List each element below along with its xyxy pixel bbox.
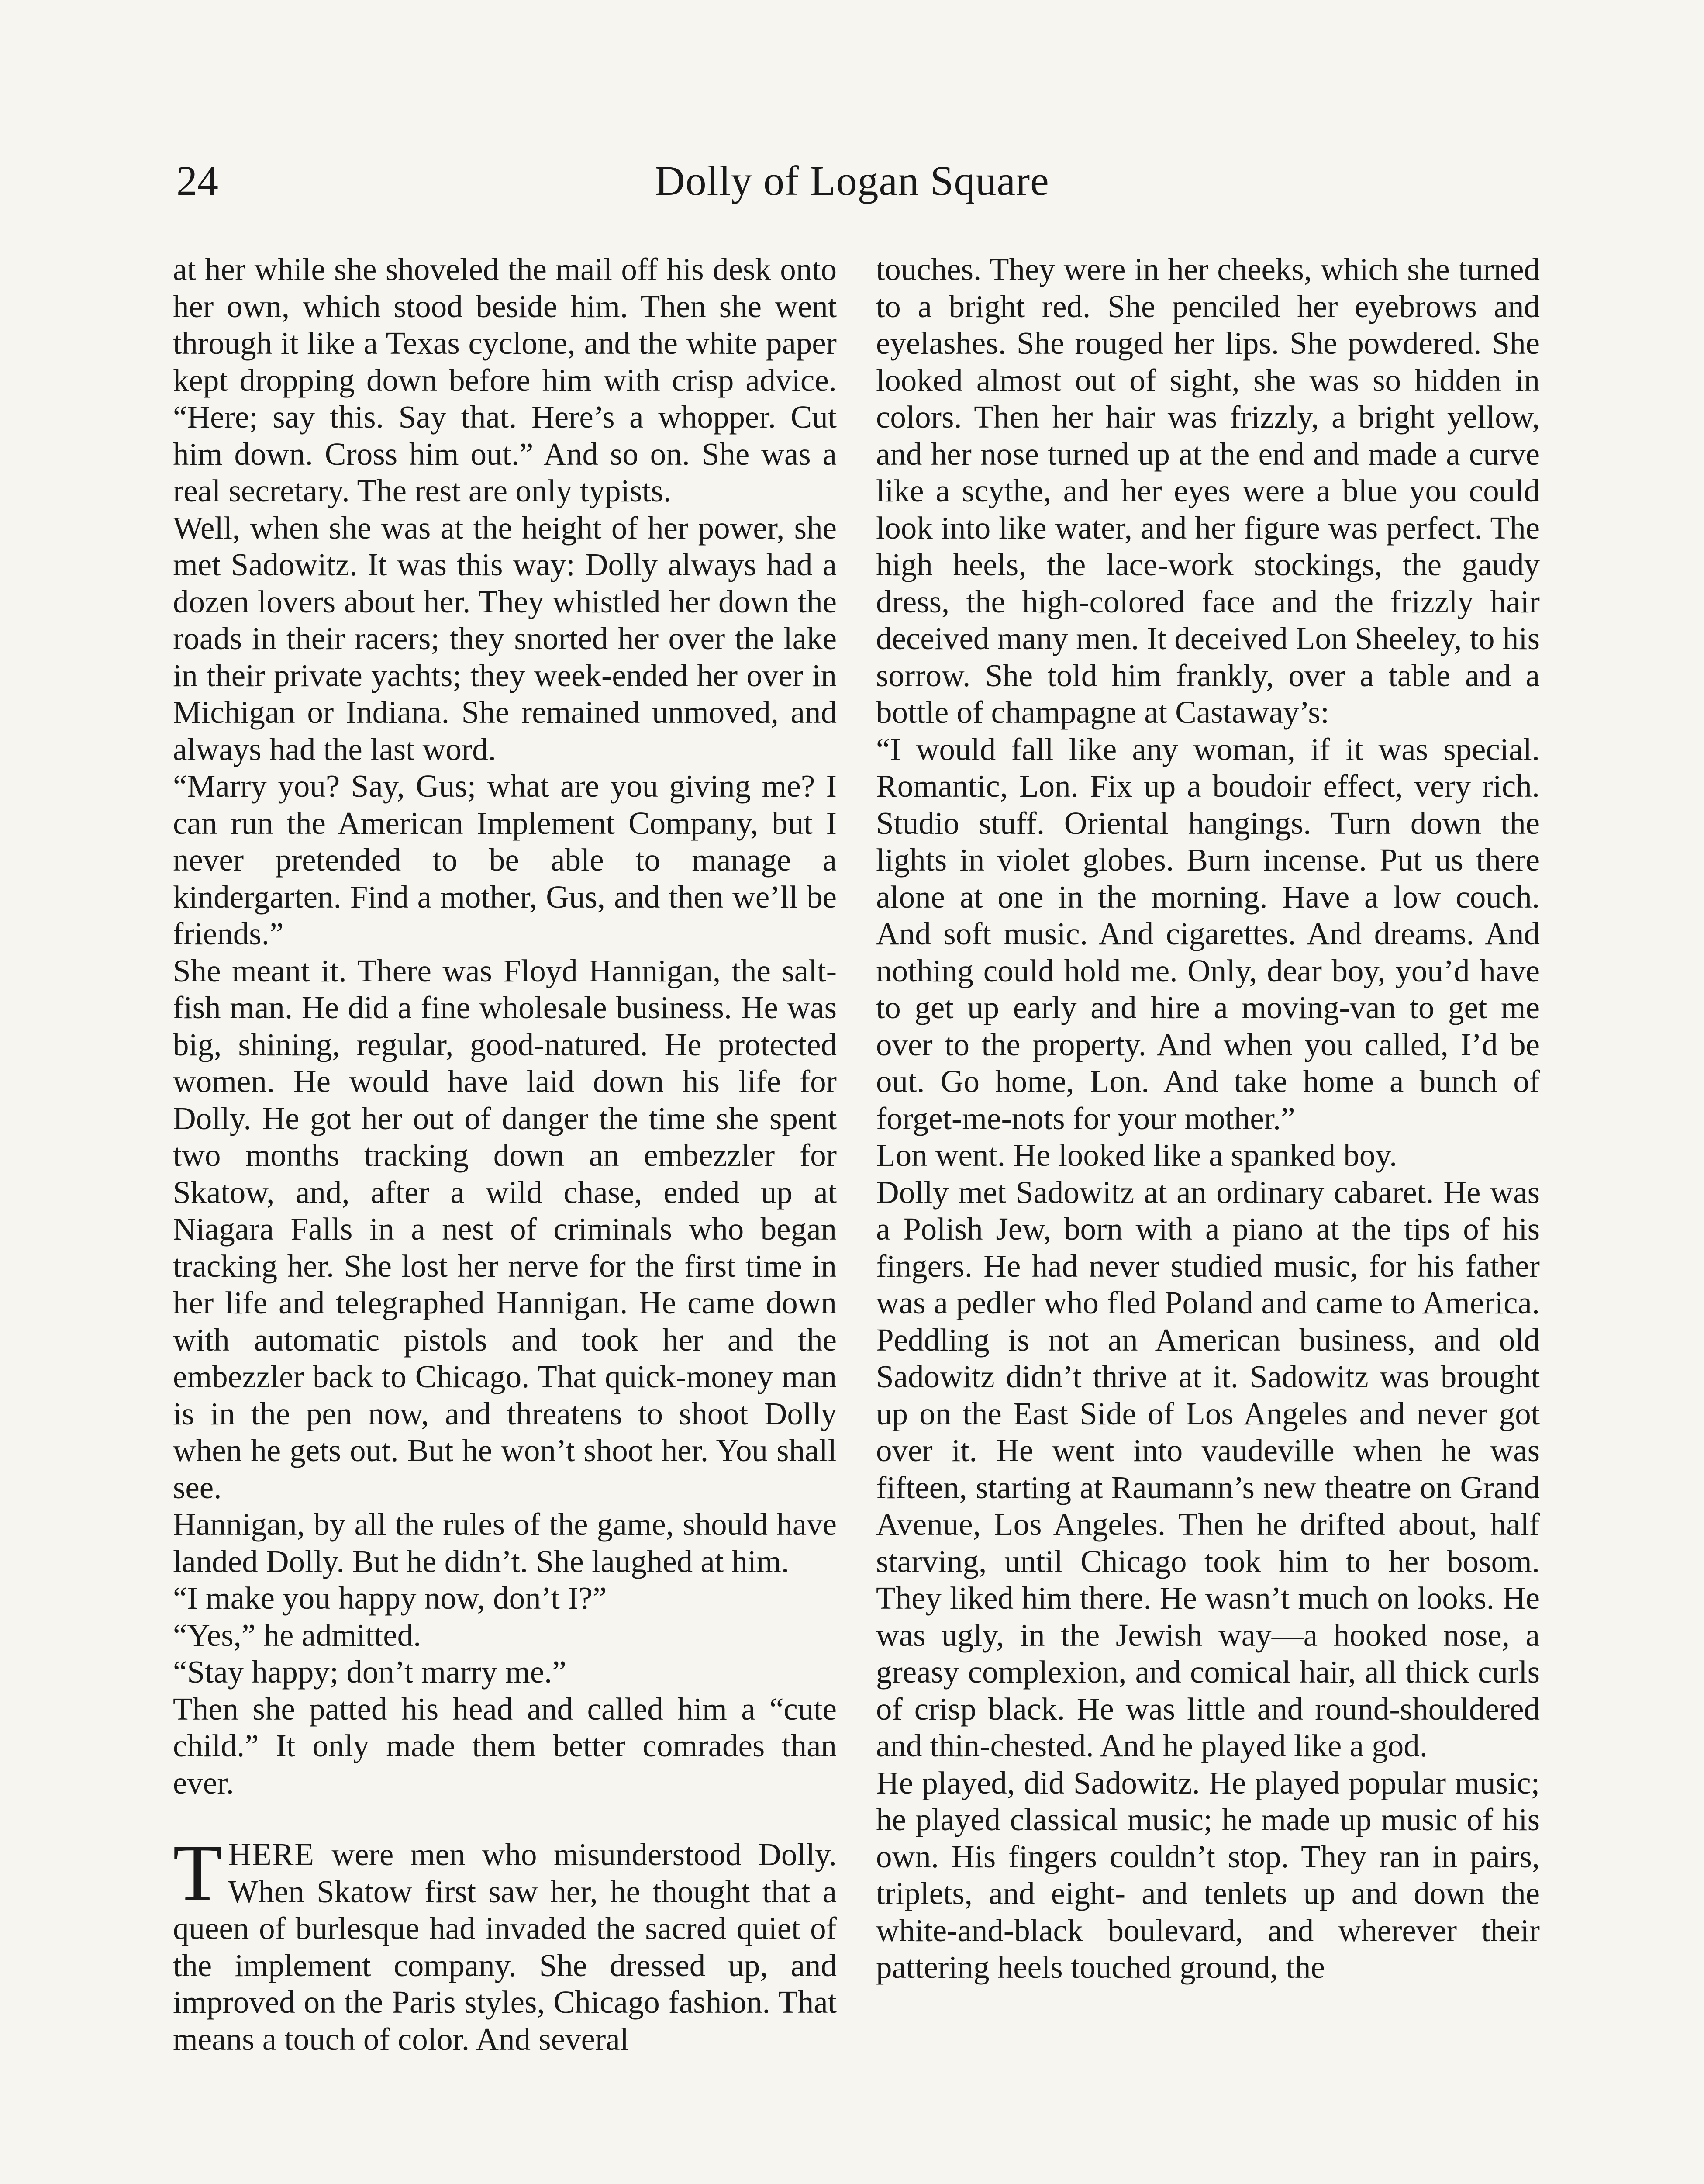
paragraph: “I make you happy now, don’t I?” <box>173 1580 607 1616</box>
drop-cap-letter: T <box>173 1828 222 1917</box>
running-head-title: Dolly of Logan Square <box>655 157 1049 204</box>
paragraph: Lon went. He looked like a spanked boy. <box>876 1137 1397 1173</box>
page-number: 24 <box>176 157 218 204</box>
paragraph: “I would fall like any woman, if it was special. Romantic, Lon. Fix up a boudoir effect, very rich. Studio stuff. Oriental hangings. Turn down the lights in violet globes. Burn incense. Put us there alone at one in the morning. Have a low couch. And soft music. And cigarettes. And dreams. And nothing could hold me. Only, dear boy, you’d have to get up early and hire a moving-van to get me over to the property. And when you called, I’d be out. Go home, Lon. And take home a bunch of forget-me-nots for your mother.” <box>876 731 1540 1136</box>
section-break <box>173 1801 837 1836</box>
paragraph: She meant it. There was Floyd Hannigan, the salt-fish man. He did a fine wholesale business. He was big, shining, regular, good-natured. He protected women. He would have laid down his life for Dolly. He got her out of danger the time she spent two months tracking down an embezzler for Skatow, and, after a wild chase, ended up at Niagara Falls in a nest of criminals who began tracking her. She lost her nerve for the first time in her life and telegraphed Hannigan. He came down with automatic pistols and took her and the embezzler back to Chicago. That quick-money man is in the pen now, and threatens to shoot Dolly when he gets out. But he won’t shoot her. You shall see. <box>173 953 837 1505</box>
paragraph: He played, did Sadowitz. He played popular music; he played classical music; he made up music of his own. His fingers couldn’t stop. They ran in pairs, triplets, and eight- and tenlets up and down the white-and-black boulevard, and wherever their pattering heels touched ground, the <box>876 1765 1540 1985</box>
paragraph: at her while she shoveled the mail off his desk onto her own, which stood beside him. Then she went through it like a Texas cyclone, and the white paper kept dropping down before him with crisp advice. “Here; say this. Say that. Here’s a whopper. Cut him down. Cross him out.” And so on. She was a real secretary. The rest are only typists. <box>173 252 837 508</box>
paragraph: “Yes,” he admitted. <box>173 1617 421 1653</box>
paragraph: Well, when she was at the height of her power, she met Sadowitz. It was this way: Dolly always had a dozen lovers about her. They whistled her down the roads in their racers; they snorted her over the lake in their private yachts; they week-ended her over in Michigan or Indiana. She remained unmoved, and always had the last word. <box>173 510 837 767</box>
paragraph: Hannigan, by all the rules of the game, should have landed Dolly. But he didn’t. She laughed at him. <box>173 1507 837 1579</box>
paragraph: Then she patted his head and called him a “cute child.” It only made them better comrades than ever. <box>173 1691 837 1800</box>
dropcap-paragraph-text: were men who misunderstood Dolly. When Skatow first saw her, he thought that a queen of burlesque had invaded the sacred quiet of the implement company. She dressed up, and improved on the Paris styles, Chicago fashion. That means a touch of color. And several <box>173 1837 837 2057</box>
left-column <box>173 251 837 2058</box>
right-column <box>876 251 1540 1986</box>
paragraph: touches. They were in her cheeks, which she turned to a bright red. She penciled her eyebrows and eyelashes. She rouged her lips. She powdered. She looked almost out of sight, she was so hidden in colors. Then her hair was frizzly, a bright yellow, and her nose turned up at the end and made a curve like a scythe, and her eyes were a blue you could look into like water, and her figure was perfect. The high heels, the lace-work stockings, the gaudy dress, the high-colored face and the frizzly hair deceived many men. It deceived Lon Sheeley, to his sorrow. She told him frankly, over a table and a bottle of champagne at Castaway’s: <box>876 252 1540 730</box>
paragraph: Dolly met Sadowitz at an ordinary cabaret. He was a Polish Jew, born with a piano at the tips of his fingers. He had never studied music, for his father was a pedler who fled Poland and came to America. Peddling is not an American business, and old Sadowitz didn’t thrive at it. Sadowitz was brought up on the East Side of Los Angeles and never got over it. He went into vaudeville when he was fifteen, starting at Raumann’s new theatre on Grand Avenue, Los Angeles. Then he drifted about, half starving, until Chicago took him to her bosom. They liked him there. He wasn’t much on looks. He was ugly, in the Jewish way—a hooked nose, a greasy complexion, and comical hair, all thick curls of crisp black. He was little and round-shouldered and thin-chested. And he played like a god. <box>876 1174 1540 1763</box>
paragraph: “Marry you? Say, Gus; what are you giving me? I can run the American Implement Company, but I never pretended to be able to manage a kindergarten. Find a mother, Gus, and then we’ll be friends.” <box>173 768 837 951</box>
dropcap-paragraph <box>173 1828 837 2058</box>
paragraph: “Stay happy; don’t marry me.” <box>173 1654 566 1690</box>
dropcap-smallcaps: HERE <box>228 1837 315 1872</box>
